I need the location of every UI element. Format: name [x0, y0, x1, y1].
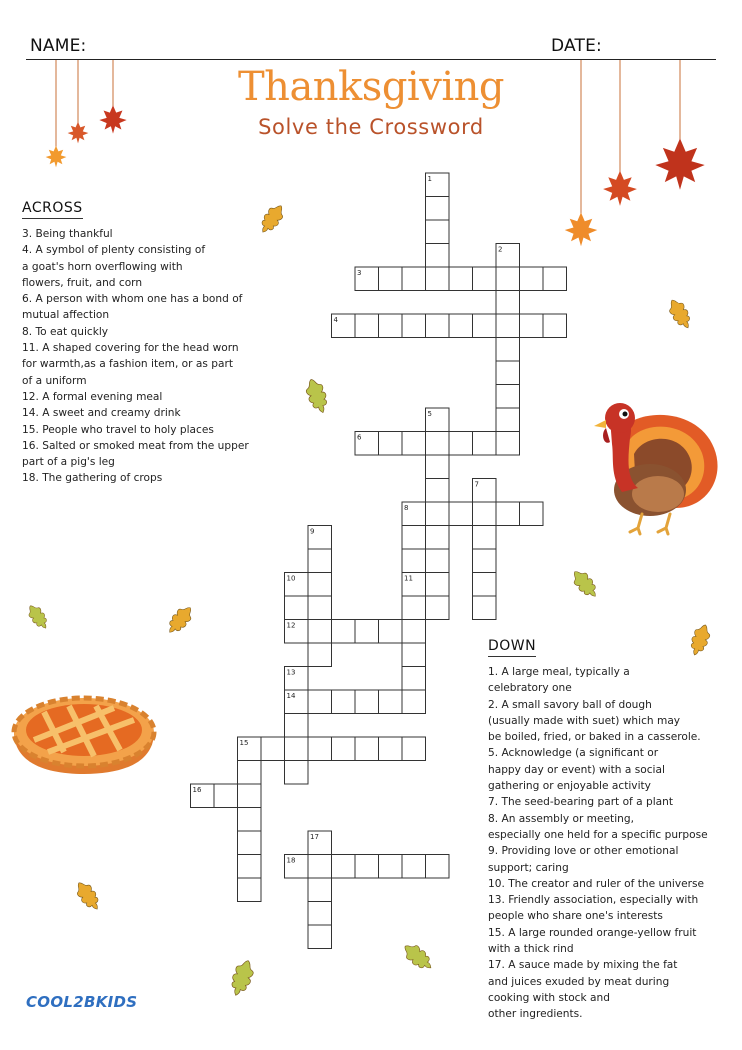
grid-cell[interactable] [214, 784, 238, 808]
grid-cell[interactable] [426, 573, 450, 597]
grid-cell[interactable] [496, 267, 520, 291]
grid-cell[interactable] [402, 596, 426, 620]
grid-cell[interactable] [426, 502, 450, 526]
grid-cell[interactable] [402, 267, 426, 291]
grid-cell[interactable] [308, 855, 332, 879]
grid-cell[interactable] [332, 690, 356, 714]
grid-cell[interactable] [496, 338, 520, 362]
grid-cell[interactable] [332, 620, 356, 644]
grid-cell[interactable] [426, 408, 450, 432]
grid-cell[interactable] [426, 479, 450, 503]
grid-cell[interactable] [285, 737, 309, 761]
grid-cell[interactable] [285, 714, 309, 738]
grid-cell[interactable] [426, 855, 450, 879]
grid-cell[interactable] [402, 314, 426, 338]
grid-cell[interactable] [402, 573, 426, 597]
grid-cell[interactable] [379, 855, 403, 879]
grid-cell[interactable] [285, 855, 309, 879]
grid-cell[interactable] [308, 620, 332, 644]
grid-cell[interactable] [426, 173, 450, 197]
grid-cell[interactable] [496, 502, 520, 526]
grid-cell[interactable] [520, 314, 544, 338]
clue-number: 18 [286, 856, 296, 865]
grid-cell[interactable] [496, 408, 520, 432]
grid-cell[interactable] [285, 761, 309, 785]
clue-number: 14 [286, 692, 296, 700]
grid-cell[interactable] [308, 690, 332, 714]
grid-cell[interactable] [496, 361, 520, 385]
grid-cell[interactable] [308, 549, 332, 573]
clue-number: 10 [286, 574, 296, 583]
grid-cell[interactable] [355, 620, 379, 644]
grid-cell[interactable] [426, 455, 450, 479]
grid-cell[interactable] [285, 667, 309, 691]
grid-cell[interactable] [285, 690, 309, 714]
clue-number: 4 [333, 316, 338, 324]
grid-cell[interactable] [379, 690, 403, 714]
grid-cell[interactable] [402, 526, 426, 550]
grid-cell[interactable] [473, 573, 497, 597]
grid-cell[interactable] [402, 549, 426, 573]
grid-cell[interactable] [308, 902, 332, 926]
clue-number: 6 [357, 433, 362, 442]
grid-cell[interactable] [191, 784, 215, 808]
grid-cell[interactable] [473, 596, 497, 620]
grid-cell[interactable] [285, 620, 309, 644]
grid-cell[interactable] [238, 737, 262, 761]
grid-cell[interactable] [238, 878, 262, 902]
down-clues: 1. A large meal, typically a celebratory one 2. A small savory ball of dough (usually made with suet) which may be boiled, fried, or baked in a casserole. 5. Acknowledge (a significant or happy day or event) with a social gathering or enjoyable activity 7. The seed-bearing part of a plant 8. An assembly or meeting, especially one held for a specific purpose 9. Providing love or other emotional support; caring 10. The creator and ruler of the universe 13. Friendly association, especially with people who share one's interests 15. A large rounded orange-yellow fruit with a thick rind 17. A sauce made by mixing the fat and juices exuded by meat during cooking with stock and other ingredients. [488, 666, 708, 1021]
clue-number: 1 [427, 175, 432, 183]
clue-number: 16 [192, 786, 202, 794]
clue-number: 13 [286, 668, 296, 677]
clue-number: 15 [239, 739, 249, 747]
clue-number: 12 [286, 621, 296, 630]
grid-cell[interactable] [379, 267, 403, 291]
page-title: Thanksgiving [238, 64, 504, 110]
grid-cell[interactable] [426, 526, 450, 550]
grid-cell[interactable] [379, 737, 403, 761]
grid-cell[interactable] [285, 596, 309, 620]
grid-cell[interactable] [449, 502, 473, 526]
grid-cell[interactable] [402, 432, 426, 456]
grid-cell[interactable] [355, 267, 379, 291]
grid-cell[interactable] [473, 502, 497, 526]
grid-cell[interactable] [402, 855, 426, 879]
grid-cell[interactable] [308, 737, 332, 761]
clue-number: 2 [498, 245, 503, 254]
grid-cell[interactable] [496, 432, 520, 456]
down-heading: DOWN [488, 638, 536, 657]
grid-cell[interactable] [355, 432, 379, 456]
header-rule [26, 59, 716, 60]
grid-cell[interactable] [308, 596, 332, 620]
clue-number: 3 [357, 269, 362, 277]
grid-cell[interactable] [238, 784, 262, 808]
grid-cell[interactable] [402, 620, 426, 644]
grid-cell[interactable] [426, 267, 450, 291]
grid-cell[interactable] [308, 643, 332, 667]
grid-cell[interactable] [496, 291, 520, 315]
grid-cell[interactable] [473, 549, 497, 573]
grid-cell[interactable] [426, 244, 450, 268]
grid-cell[interactable] [543, 267, 567, 291]
grid-cell[interactable] [449, 432, 473, 456]
page-subtitle: Solve the Crossword [258, 115, 484, 139]
grid-cell[interactable] [379, 620, 403, 644]
grid-cell[interactable] [426, 220, 450, 244]
grid-cell[interactable] [520, 502, 544, 526]
grid-cell[interactable] [355, 737, 379, 761]
name-label: NAME: [30, 36, 87, 56]
grid-cell[interactable] [449, 314, 473, 338]
across-heading: ACROSS [22, 200, 83, 219]
clue-number: 9 [310, 527, 315, 536]
grid-cell[interactable] [308, 878, 332, 902]
grid-cell[interactable] [332, 855, 356, 879]
grid-cell[interactable] [402, 667, 426, 691]
clue-number: 7 [474, 480, 479, 489]
grid-cell[interactable] [426, 197, 450, 221]
grid-cell[interactable] [496, 385, 520, 409]
grid-cell[interactable] [426, 314, 450, 338]
grid-cell[interactable] [285, 573, 309, 597]
grid-cell[interactable] [496, 314, 520, 338]
grid-cell[interactable] [402, 643, 426, 667]
grid-cell[interactable] [426, 596, 450, 620]
grid-cell[interactable] [379, 432, 403, 456]
grid-cell[interactable] [308, 573, 332, 597]
grid-cell[interactable] [473, 479, 497, 503]
grid-cell[interactable] [332, 737, 356, 761]
grid-cell[interactable] [355, 855, 379, 879]
date-label: DATE: [551, 36, 602, 56]
grid-cell[interactable] [238, 761, 262, 785]
grid-cell[interactable] [402, 737, 426, 761]
grid-cell[interactable] [402, 690, 426, 714]
grid-cell[interactable] [473, 314, 497, 338]
grid-cell[interactable] [355, 314, 379, 338]
grid-cell[interactable] [355, 690, 379, 714]
grid-cell[interactable] [473, 267, 497, 291]
grid-cell[interactable] [520, 267, 544, 291]
grid-cell[interactable] [332, 314, 356, 338]
clue-number: 11 [404, 574, 413, 583]
site-logo: COOL2BKIDS [26, 993, 138, 1011]
grid-cell[interactable] [426, 549, 450, 573]
clue-number: 8 [404, 504, 409, 512]
grid-cell[interactable] [449, 267, 473, 291]
grid-cell[interactable] [238, 808, 262, 832]
clue-number: 17 [310, 833, 319, 841]
grid-cell[interactable] [238, 831, 262, 855]
grid-cell[interactable] [426, 432, 450, 456]
grid-cell[interactable] [473, 432, 497, 456]
grid-cell[interactable] [379, 314, 403, 338]
grid-cell[interactable] [261, 737, 285, 761]
grid-cell[interactable] [308, 831, 332, 855]
grid-cell[interactable] [308, 925, 332, 949]
clue-number: 5 [427, 410, 432, 418]
grid-cell[interactable] [238, 855, 262, 879]
grid-cell[interactable] [402, 502, 426, 526]
grid-cell[interactable] [543, 314, 567, 338]
grid-cell[interactable] [473, 526, 497, 550]
across-clues: 3. Being thankful 4. A symbol of plenty consisting of a goat's horn overflowing with flowers, fruit, and corn 6. A person with whom one has a bond of mutual affection 8. To eat quickly 11. A shaped covering for the head worn for warmth,as a fashion item, or as part of a uniform 12. A formal evening meal 14. A sweet and creamy drink 15. People who travel to holy places 16. Salted or smoked meat from the upper part of a pig's leg 18. The gathering of crops [22, 228, 249, 485]
grid-cell[interactable] [308, 526, 332, 550]
grid-cell[interactable] [496, 244, 520, 268]
